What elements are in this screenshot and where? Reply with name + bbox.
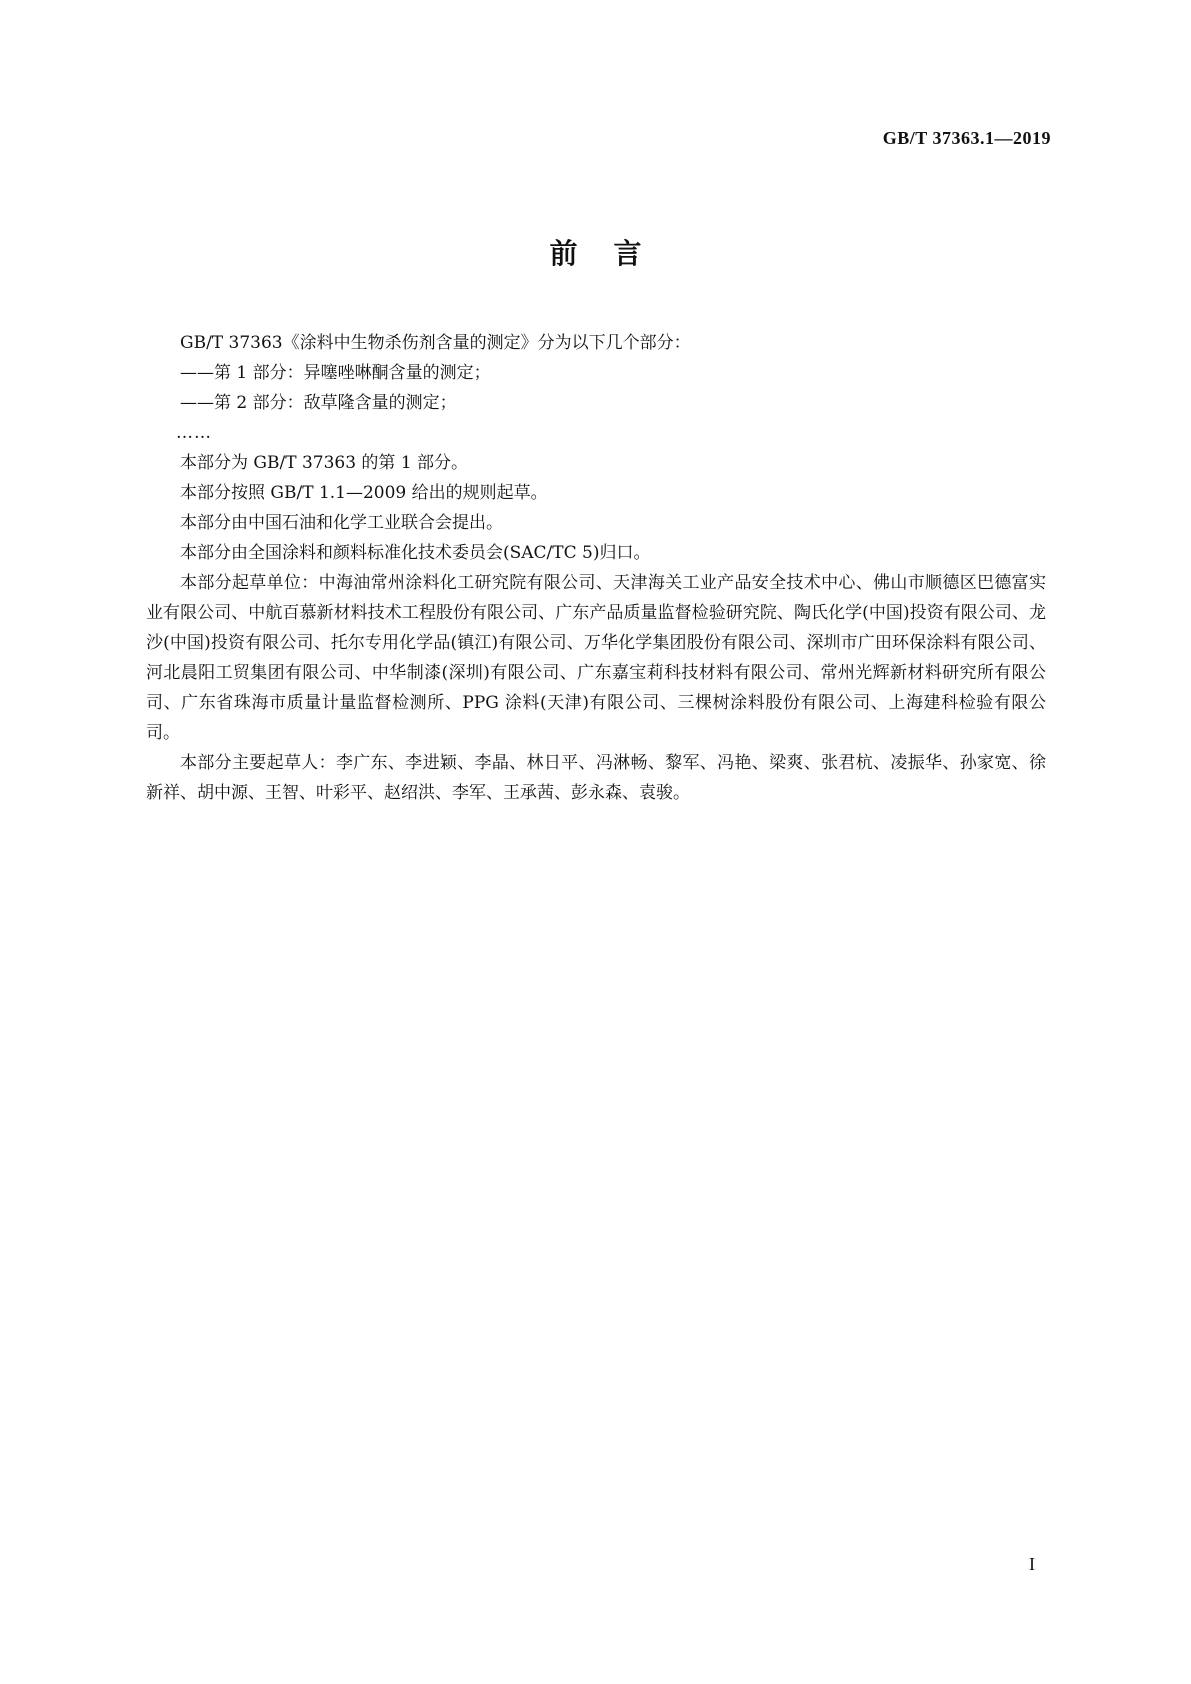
foreword-body: [146, 328, 1046, 808]
part-1-list-item: ——第 1 部分：异噻唑啉酮含量的测定；: [180, 363, 491, 383]
proposer-paragraph: 本部分由中国石油和化学工业联合会提出。: [180, 513, 503, 533]
part-2-list-item: ——第 2 部分：敌草隆含量的测定；: [180, 393, 457, 413]
drafting-units-paragraph: 本部分起草单位：中海油常州涂料化工研究院有限公司、天津海关工业产品安全技术中心、佛山市顺德区巴德富实业有限公司、中航百慕新材料技术工程股份有限公司、广东产品质量监督检验研究院、陶氏化学(中国)投资有限公司、龙沙(中国)投资有限公司、托尔专用化学品(镇江)有限公司、万华化学集团股份有限公司、深圳市广田环保涂料有限公司、河北晨阳工贸集团有限公司、中华制漆(深圳)有限公司、广东嘉宝莉科技材料有限公司、常州光辉新材料研究所有限公司、广东省珠海市质量计量监督检测所、PPG 涂料(天津)有限公司、三棵树涂料股份有限公司、上海建科检验有限公司。: [146, 573, 1046, 743]
page-title: 前言: [549, 237, 678, 270]
parts-intro-paragraph: GB/T 37363《涂料中生物杀伤剂含量的测定》分为以下几个部分：: [180, 333, 691, 353]
standard-code: GB/T 37363.1—2019: [882, 128, 1051, 148]
list-ellipsis: ……: [176, 423, 212, 443]
drafting-rules-paragraph: 本部分按照 GB/T 1.1—2009 给出的规则起草。: [180, 483, 548, 503]
drafters-paragraph: 本部分主要起草人：李广东、李进颖、李晶、林日平、冯淋畅、黎军、冯艳、梁爽、张君杭、凌振华、孙家宽、徐新祥、胡中源、王智、叶彩平、赵绍洪、李军、王承茜、彭永森、袁骏。: [146, 753, 1046, 803]
part-statement-paragraph: 本部分为 GB/T 37363 的第 1 部分。: [180, 453, 469, 473]
centralized-by-paragraph: 本部分由全国涂料和颜料标准化技术委员会(SAC/TC 5)归口。: [180, 543, 651, 563]
page-number: I: [1029, 1554, 1035, 1574]
